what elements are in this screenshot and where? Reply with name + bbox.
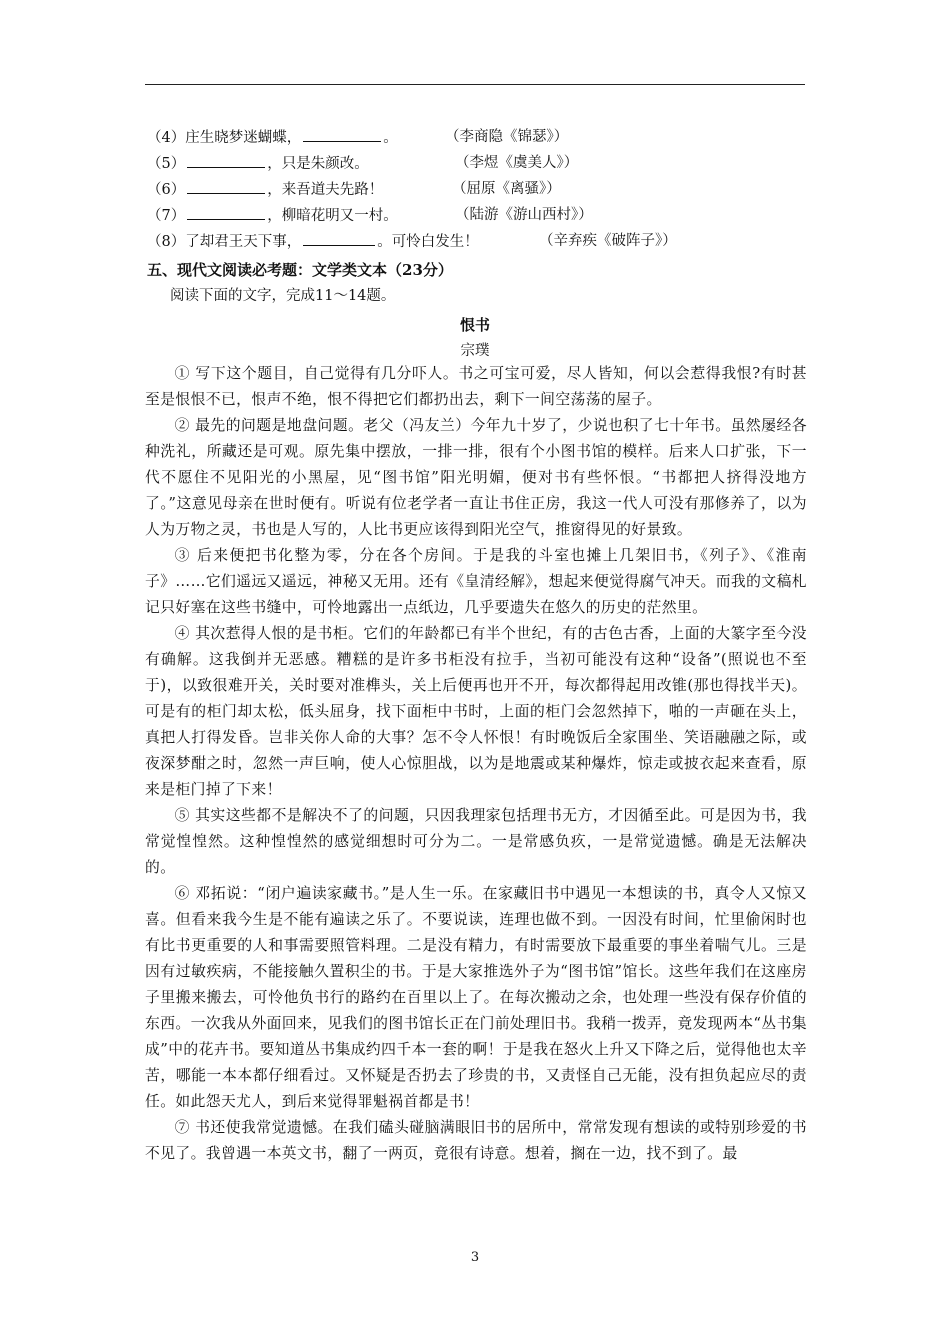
page-number: 3	[470, 1250, 480, 1265]
recitation-fill-list	[147, 124, 807, 254]
article-author: 宗璞	[460, 343, 490, 359]
article-paragraph: ④ 其次惹得人恨的是书柜。它们的年龄都已有半个世纪，有的古色古香，上面的大篆字至今没有确解。这我倒并无恶感。糟糕的是许多书柜没有拉手，当初可能没有这种“设备”(照说也不至于)，以致很难开关，关时要对准榫头，关上后便再也开不开，每次都得起用改锥(那也得找半天)。可是有的柜门却太松，低头屈身，找下面柜中书时，上面的柜门会忽然掉下，啪的一声砸在头上，真把人打得发昏。岂非关你人命的大事？怎不令人怀恨！有时晚饭后全家围坐、笑语融融之际，或夜深梦酣之时，忽然一声巨响，使人心惊胆战，以为是地震或某种爆炸，惊走或披衣起来查看，原来是柜门掉了下来！	[145, 625, 807, 798]
article-paragraph: ⑤ 其实这些都不是解决不了的问题，只因我理家包括理书无方，才因循至此。可是因为书，我常觉惶惶然。这种惶惶然的感觉细想时可分为二。一是常感负疚，一是常觉遗憾。确是无法解决的。	[145, 807, 807, 876]
fill-source: （屈原《离骚》）	[452, 181, 561, 197]
fill-item	[147, 150, 807, 176]
article-paragraph: ② 最先的问题是地盘问题。老父（冯友兰）今年九十岁了，少说也积了七十年书。虽然屡经各种洗礼，所藏还是可观。原先集中摆放，一排一排，很有个小图书馆的模样。后来人口扩张，下一代不愿住不见阳光的小黑屋，见“图书馆”阳光明媚，便对书有些怀恨。“书都把人挤得没地方了。”这意见母亲在世时便有。听说有位老学者一直让书住正房，我这一代人可没有那修养了，以为人为万物之灵，书也是人写的，人比书更应该得到阳光空气，推窗得见的好景致。	[145, 417, 807, 538]
fill-question: （5） ，只是朱颜改。	[147, 150, 369, 177]
article-paragraph: ⑦ 书还使我常觉遗憾。在我们磕头碰脑满眼旧书的居所中，常常发现有想读的或特别珍爱的书不见了。我曾遇一本英文书，翻了一两页，竟很有诗意。想着，搁在一边，找不到了。最	[145, 1119, 807, 1162]
fill-source: （陆游《游山西村》）	[455, 207, 593, 223]
answer-blank[interactable]	[187, 150, 265, 168]
fill-source: （李商隐《锦瑟》）	[445, 129, 569, 145]
fill-source: （李煜《虞美人》）	[455, 155, 579, 171]
article-paragraph: ⑥ 邓拓说：“闭户遍读家藏书。”是人生一乐。在家藏旧书中遇见一本想读的书，真令人又惊又喜。但看来我今生是不能有遍读之乐了。不要说读，连理也做不到。一因没有时间，忙里偷闲时也有比书更重要的人和事需要照管料理。二是没有精力，有时需要放下最重要的事坐着喘气儿。三是因有过敏疾病，不能接触久置积尘的书。于是大家推选外子为“图书馆”馆长。这些年我们在这座房子里搬来搬去，可怜他负书行的路约在百里以上了。在每次搬动之余，也处理一些没有保存价值的东西。一次我从外面回来，见我们的图书馆长正在门前处理旧书。我稍一拨弄，竟发现两本“丛书集成”中的花卉书。要知道丛书集成约四千本一套的啊！于是我在怒火上升又下降之后，觉得他也太辛苦，哪能一本本都仔细看过。又怀疑是否扔去了珍贵的书，又责怪自己无能，没有担负起应尽的责任。如此怨天尤人，到后来觉得罪魁祸首都是书！	[145, 885, 807, 1110]
answer-blank[interactable]	[303, 228, 375, 246]
fill-item	[147, 176, 807, 202]
fill-item	[147, 228, 807, 254]
fill-item	[147, 124, 807, 150]
answer-blank[interactable]	[187, 202, 265, 220]
article-paragraph: ③ 后来便把书化整为零，分在各个房间。于是我的斗室也摊上几架旧书，《列子》、《淮南子》……它们遥远又遥远，神秘又无用。还有《皇清经解》，想起来便觉得腐气冲天。而我的文稿札记只好塞在这些书缝中，可怜地露出一点纸边，几乎要遗失在悠久的历史的茫然里。	[145, 547, 807, 616]
fill-question: （4）庄生晓梦迷蝴蝶， 。	[147, 124, 398, 151]
article-paragraph: ① 写下这个题目，自己觉得有几分吓人。书之可宝可爱，尽人皆知，何以会惹得我恨?有时甚至是恨恨不已，恨声不绝，恨不得把它们都扔出去，剩下一间空荡荡的屋子。	[145, 365, 807, 408]
fill-question: （6） ，来吾道夫先路！	[147, 176, 383, 203]
answer-blank[interactable]	[303, 124, 381, 142]
fill-item	[147, 202, 807, 228]
fill-question: （7） ，柳暗花明又一村。	[147, 202, 398, 229]
answer-blank[interactable]	[187, 176, 265, 194]
article-title: 恨书	[459, 316, 490, 334]
article-body	[145, 361, 807, 1167]
instruction: 阅读下面的文字，完成11～14题。	[170, 288, 396, 304]
header-rule	[145, 84, 805, 85]
fill-question: （8）了却君王天下事， 。可怜白发生！	[147, 228, 479, 255]
section-title: 五、现代文阅读必考题：文学类文本（23分）	[147, 261, 453, 279]
fill-source: （辛弃疾《破阵子》）	[539, 233, 677, 249]
